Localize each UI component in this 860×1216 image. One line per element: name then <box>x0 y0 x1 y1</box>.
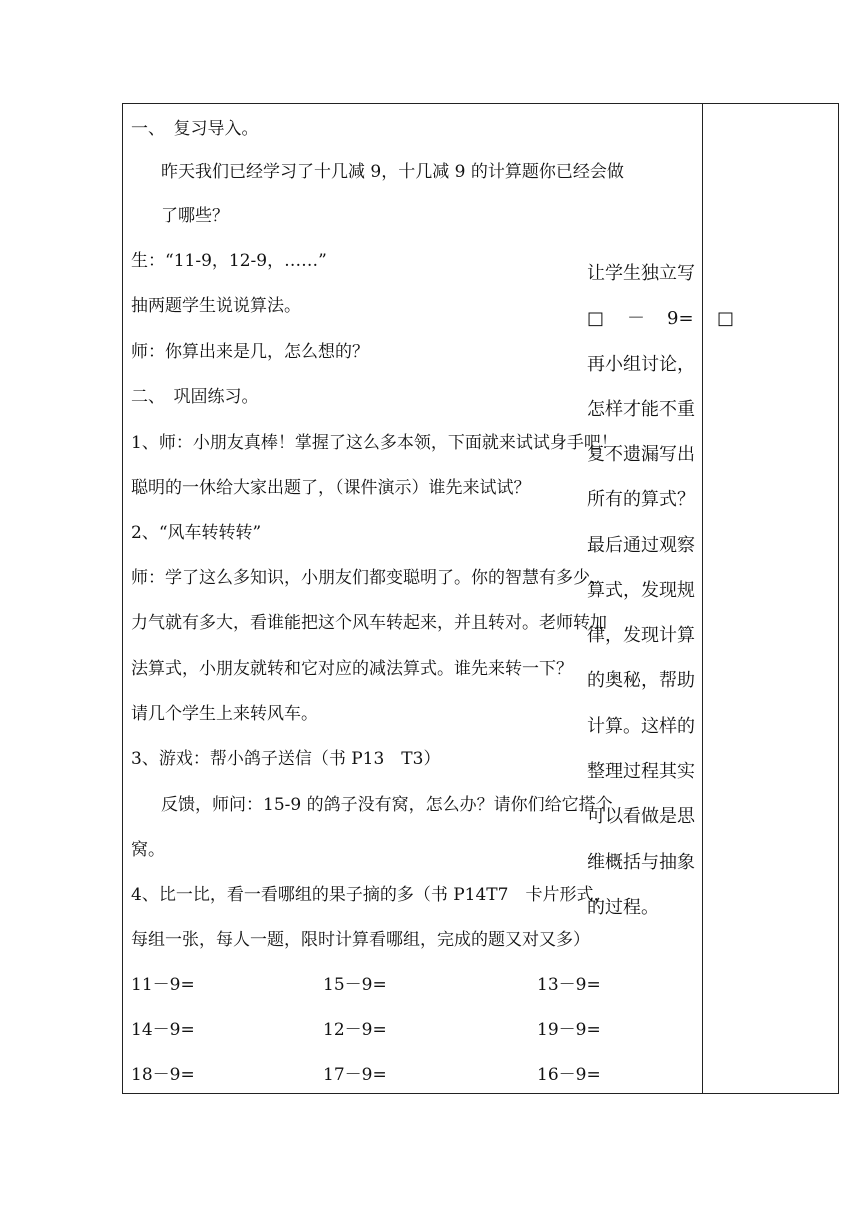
main-text-line: 力气就有多大，看谁能把这个风车转起来，并且转对。老师转加 <box>131 613 607 633</box>
main-text-line: 聪明的一休给大家出题了，（课件演示）谁先来试试？ <box>131 478 531 498</box>
equation: 17－9= <box>323 1065 387 1085</box>
equation: 18－9= <box>131 1065 195 1085</box>
side-note-line: 让学生独立写 <box>587 263 695 284</box>
main-text-line: 了哪些？ <box>161 206 229 226</box>
main-text-line: 反馈，师问：15-9 的鸽子没有窝，怎么办？请你们给它搭个 <box>161 795 613 815</box>
side-note-line: 复不遗漏写出 <box>587 444 695 465</box>
equation: 15－9= <box>323 975 387 995</box>
main-text-line: 每组一张，每人一题，限时计算看哪组，完成的题又对又多） <box>131 930 590 950</box>
equation: 13－9= <box>537 975 601 995</box>
side-note-line: 再小组讨论， <box>587 354 695 375</box>
side-note-line: 整理过程其实 <box>587 761 695 782</box>
side-note-line: 可以看做是思 <box>587 806 695 827</box>
column-divider <box>702 104 703 1093</box>
formula-nine-equals: 9= <box>667 308 694 329</box>
side-note-line: 的过程。 <box>587 897 659 918</box>
blank-box: □ <box>717 308 735 329</box>
main-text-line: 生：“11-9，12-9，……” <box>131 251 327 271</box>
blank-box: □ <box>587 308 605 329</box>
side-note-line: 计算。这样的 <box>587 716 695 737</box>
main-text-line: 抽两题学生说说算法。 <box>131 296 301 316</box>
minus-sign: － <box>627 308 645 329</box>
section-heading-practice: 二、 巩固练习。 <box>131 387 259 407</box>
side-note-line: 的奥秘，帮助 <box>587 670 695 691</box>
main-text-line: 4、比一比，看一看哪组的果子摘的多（书 P14T7 卡片形式， <box>131 885 611 905</box>
equation: 14－9= <box>131 1020 195 1040</box>
main-text-line: 请几个学生上来转风车。 <box>131 704 318 724</box>
main-text-line: 窝。 <box>131 840 165 860</box>
main-text-line: 1、师：小朋友真棒！掌握了这么多本领，下面就来试试身手吧！ <box>131 433 618 453</box>
equation: 19－9= <box>537 1020 601 1040</box>
main-text-line: 昨天我们已经学习了十几减 9，十几减 9 的计算题你已经会做 <box>161 162 624 182</box>
side-note-line: 维概括与抽象 <box>587 852 695 873</box>
main-text-line: 法算式，小朋友就转和它对应的减法算式。谁先来转一下？ <box>131 659 573 679</box>
main-text-line: 2、“风车转转转” <box>131 523 262 543</box>
side-note-line: 所有的算式？ <box>587 489 695 510</box>
main-text-line: 师：学了这么多知识，小朋友们都变聪明了。你的智慧有多少， <box>131 568 607 588</box>
equation: 16－9= <box>537 1065 601 1085</box>
equation: 12－9= <box>323 1020 387 1040</box>
main-text-line: 3、游戏：帮小鸽子送信（书 P13 T3） <box>131 749 441 769</box>
section-heading-review: 一、 复习导入。 <box>131 119 259 139</box>
side-note-line: 律，发现计算 <box>587 625 695 646</box>
side-note-line: 最后通过观察 <box>587 535 695 556</box>
side-note-line: 算式，发现规 <box>587 580 695 601</box>
main-text-line: 师：你算出来是几，怎么想的？ <box>131 342 369 362</box>
equation: 11－9= <box>131 975 195 995</box>
side-note-line: 怎样才能不重 <box>587 399 695 420</box>
